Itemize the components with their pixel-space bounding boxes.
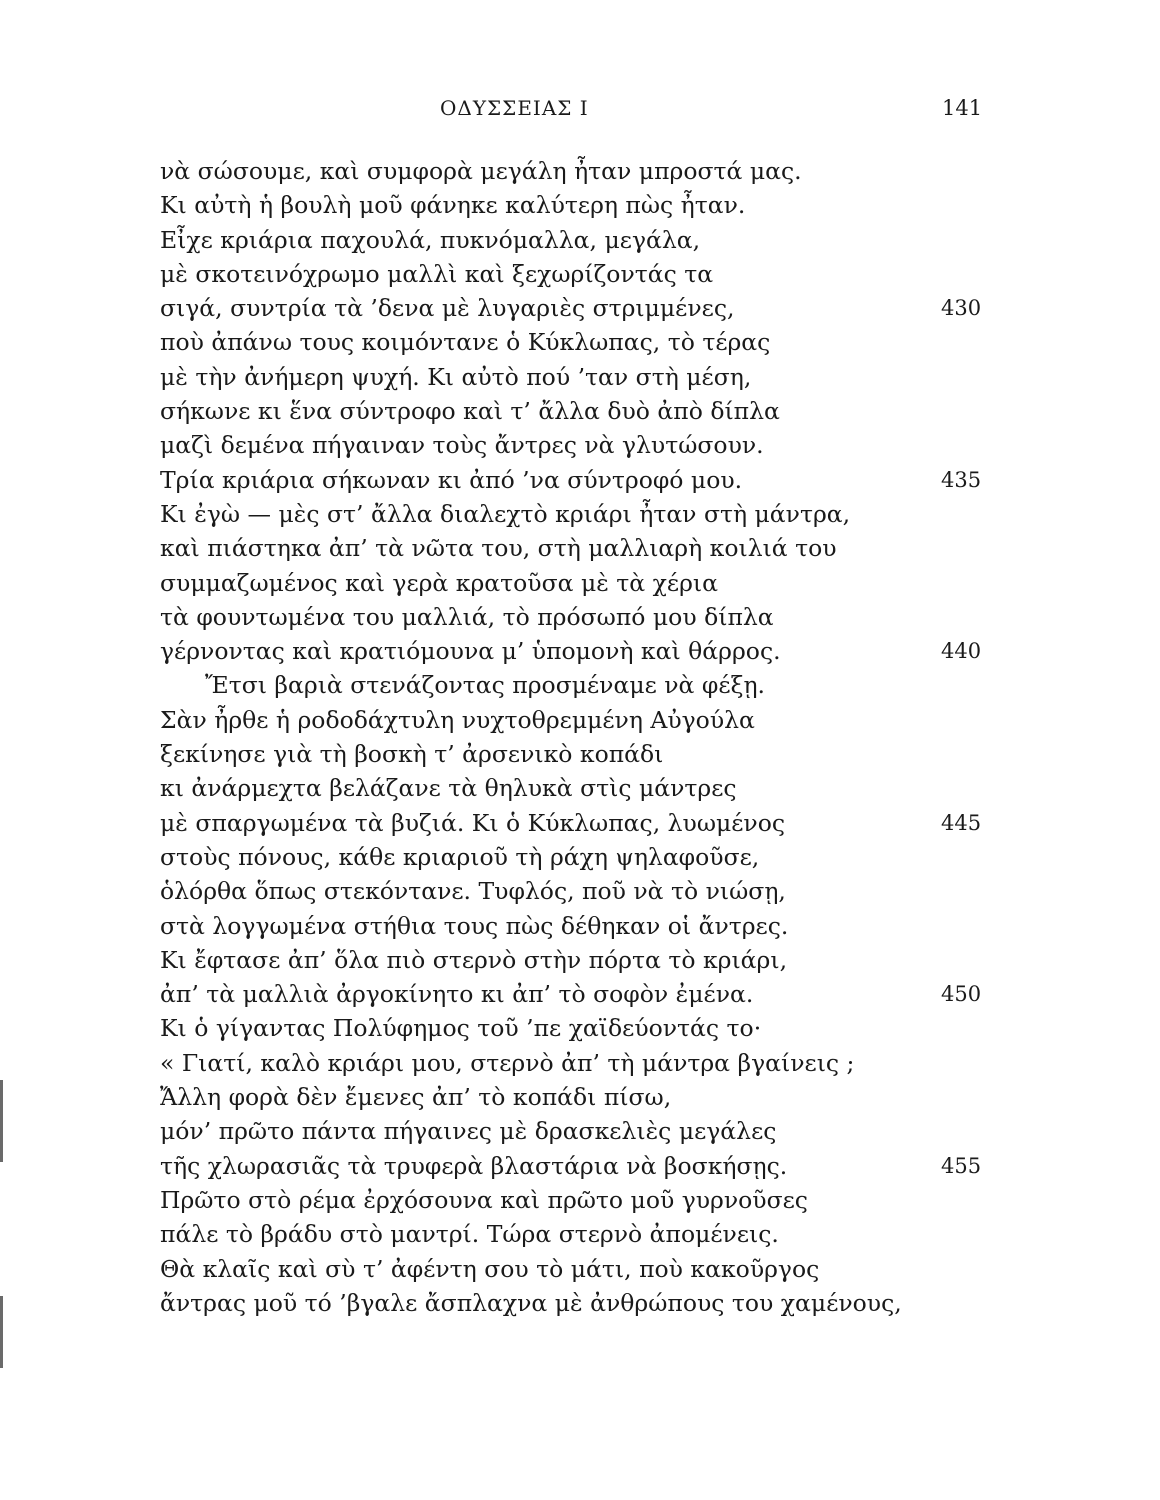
- verse-text: Κι ἔφτασε ἀπ’ ὅλα πιὸ στερνὸ στὴν πόρτα τὸ κριάρι,: [160, 945, 788, 974]
- verse-line: [0, 600, 1160, 634]
- line-number: 435: [941, 467, 982, 492]
- verse-text: μὲ σκοτεινόχρωμο μαλλὶ καὶ ξεχωρίζοντάς τα: [160, 259, 714, 288]
- verse-line: [0, 909, 1160, 943]
- verse-line: [0, 1011, 1160, 1045]
- verse-line: [0, 1080, 1160, 1114]
- verse-line: [0, 977, 1160, 1011]
- verse-text: μόν’ πρῶτο πάντα πήγαινες μὲ δρασκελιὲς μεγάλες: [160, 1117, 777, 1146]
- verse-line: [0, 1217, 1160, 1251]
- verse-text: στὰ λογγωμένα στήθια τους πὼς δέθηκαν οἱ ἄντρες.: [160, 911, 789, 940]
- verse-text: συμμαζωμένος καὶ γερὰ κρατοῦσα μὲ τὰ χέρια: [160, 568, 718, 597]
- verse-line: [0, 1149, 1160, 1183]
- verse-text: μὲ σπαργωμένα τὰ βυζιά. Κι ὁ Κύκλωπας, λυωμένος: [160, 808, 786, 837]
- verse-line: [0, 291, 1160, 325]
- verse-text: πάλε τὸ βράδυ στὸ μαντρί. Τώρα στερνὸ ἀπομένεις.: [160, 1220, 779, 1249]
- page-number: 141: [942, 96, 983, 120]
- verse-line: [0, 463, 1160, 497]
- verse-line: [0, 497, 1160, 531]
- verse-text: Κι ἐγὼ — μὲς στ’ ἄλλα διαλεχτὸ κριάρι ἦταν στὴ μάντρα,: [160, 499, 851, 528]
- verse-text: Ἄλλη φορὰ δὲν ἔμενες ἀπ’ τὸ κοπάδι πίσω,: [160, 1083, 672, 1112]
- line-number: 455: [941, 1153, 982, 1178]
- verse-line: [0, 223, 1160, 257]
- verse-text: μαζὶ δεμένα πήγαιναν τοὺς ἄντρες νὰ γλυτώσουν.: [160, 431, 764, 460]
- verse-line: [0, 154, 1160, 188]
- verse-line: [0, 840, 1160, 874]
- verse-text: ποὺ ἀπάνω τους κοιμόντανε ὁ Κύκλωπας, τὸ τέρας: [160, 328, 771, 357]
- verse-text: τῆς χλωρασιᾶς τὰ τρυφερὰ βλαστάρια νὰ βοσκήσῃς.: [160, 1151, 788, 1180]
- verse-line: [0, 1252, 1160, 1286]
- verse-line: [0, 360, 1160, 394]
- verse-line: [0, 703, 1160, 737]
- verse-text: Εἶχε κριάρια παχουλά, πυκνόμαλλα, μεγάλα,: [160, 225, 701, 254]
- line-number: 430: [941, 296, 982, 321]
- verse-line: [0, 428, 1160, 462]
- verse-list: [0, 154, 1160, 1320]
- verse-line: [0, 257, 1160, 291]
- verse-text: γέρνοντας καὶ κρατιόμουνα μ’ ὑπομονὴ καὶ θάρρος.: [160, 637, 781, 666]
- verse-line: [0, 737, 1160, 771]
- verse-text: Θὰ κλαῖς καὶ σὺ τ’ ἀφέντη σου τὸ μάτι, ποὺ κακοῦργος: [160, 1254, 820, 1283]
- verse-line: [0, 394, 1160, 428]
- verse-line: [0, 943, 1160, 977]
- verse-text: ξεκίνησε γιὰ τὴ βοσκὴ τ’ ἀρσενικὸ κοπάδι: [160, 740, 664, 769]
- line-number: 445: [941, 810, 982, 835]
- verse-text: σιγά, συντρία τὰ ’δενα μὲ λυγαριὲς στριμμένες,: [160, 294, 735, 323]
- verse-line: [0, 668, 1160, 702]
- verse-line: [0, 325, 1160, 359]
- verse-line: [0, 566, 1160, 600]
- verse-text: Κι ὁ γίγαντας Πολύφημος τοῦ ’πε χαϊδεύοντάς το·: [160, 1014, 762, 1043]
- verse-line: [0, 1183, 1160, 1217]
- verse-line: [0, 806, 1160, 840]
- verse-text: « Γιατί, καλὸ κριάρι μου, στερνὸ ἀπ’ τὴ μάντρα βγαίνεις ;: [160, 1048, 855, 1077]
- verse-text: καὶ πιάστηκα ἀπ’ τὰ νῶτα του, στὴ μαλλιαρὴ κοιλιά του: [160, 534, 837, 563]
- verse-line: [0, 874, 1160, 908]
- verse-text: σήκωνε κι ἕνα σύντροφο καὶ τ’ ἄλλα δυὸ ἀπὸ δίπλα: [160, 397, 780, 426]
- verse-text: Σὰν ἦρθε ἡ ροδοδάχτυλη νυχτοθρεμμένη Αὐγούλα: [160, 705, 755, 734]
- verse-text: κι ἀνάρμεχτα βελάζανε τὰ θηλυκὰ στὶς μάντρες: [160, 774, 737, 803]
- running-title: ΟΔΥΣΣΕΙΑΣ Ι: [440, 96, 589, 120]
- verse-text: μὲ τὴν ἀνήμερη ψυχή. Κι αὐτὸ πού ’ταν στὴ μέση,: [160, 362, 752, 391]
- verse-text: Πρῶτο στὸ ρέμα ἐρχόσουνα καὶ πρῶτο μοῦ γυρνοῦσες: [160, 1185, 808, 1214]
- verse-line: [0, 634, 1160, 668]
- verse-text: ὁλόρθα ὅπως στεκόντανε. Τυφλός, ποῦ νὰ τὸ νιώσῃ,: [160, 877, 786, 906]
- line-number: 450: [941, 982, 982, 1007]
- verse-line: [0, 1286, 1160, 1320]
- verse-line: [0, 771, 1160, 805]
- running-head: [0, 96, 1160, 126]
- verse-text: Ἔτσι βαριὰ στενάζοντας προσμέναμε νὰ φέξῃ.: [205, 671, 766, 700]
- verse-text: τὰ φουντωμένα του μαλλιά, τὸ πρόσωπό μου δίπλα: [160, 602, 774, 631]
- verse-text: Τρία κριάρια σήκωναν κι ἀπό ’να σύντροφό μου.: [160, 465, 743, 494]
- verse-text: στοὺς πόνους, κάθε κριαριοῦ τὴ ράχη ψηλαφοῦσε,: [160, 842, 760, 871]
- verse-line: [0, 531, 1160, 565]
- verse-line: [0, 188, 1160, 222]
- verse-line: [0, 1114, 1160, 1148]
- verse-text: Κι αὐτὴ ἡ βουλὴ μοῦ φάνηκε καλύτερη πὼς ἦταν.: [160, 191, 746, 220]
- line-number: 440: [941, 639, 982, 664]
- verse-line: [0, 1046, 1160, 1080]
- verse-text: ἀπ’ τὰ μαλλιὰ ἀργοκίνητο κι ἀπ’ τὸ σοφὸν ἐμένα.: [160, 980, 754, 1009]
- verse-text: ἄντρας μοῦ τό ’βγαλε ἄσπλαχνα μὲ ἀνθρώπους του χαμένους,: [160, 1288, 902, 1317]
- verse-text: νὰ σώσουμε, καὶ συμφορὰ μεγάλη ἦταν μπροστά μας.: [160, 157, 802, 185]
